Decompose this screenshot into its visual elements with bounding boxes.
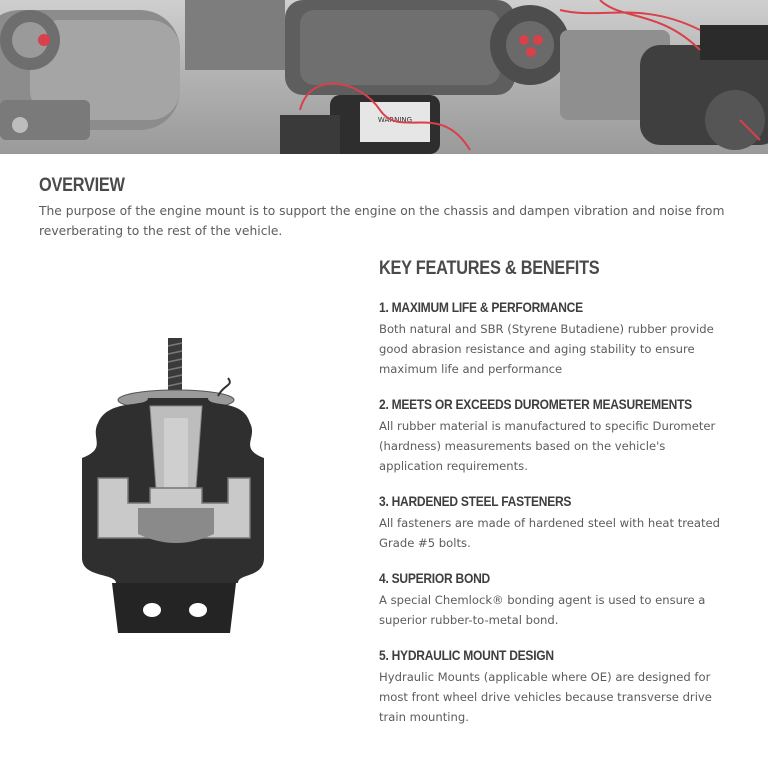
- feature-title: 1. MAXIMUM LIFE & PERFORMANCE: [379, 299, 583, 315]
- features-section: [379, 255, 724, 744]
- feature-item: [379, 570, 724, 630]
- overview-text: The purpose of the engine mount is to support the engine on the chassis and dampen vibration and noise from reverberating to the rest of the vehicle.: [39, 204, 725, 238]
- feature-item: [379, 299, 724, 379]
- feature-description: All fasteners are made of hardened steel with heat treated Grade #5 bolts.: [379, 516, 721, 550]
- feature-item: [379, 396, 724, 476]
- engine-mount-cutaway: [68, 328, 278, 648]
- feature-title: 5. HYDRAULIC MOUNT DESIGN: [379, 647, 554, 663]
- feature-item: [379, 493, 724, 553]
- features-heading: KEY FEATURES & BENEFITS: [379, 258, 600, 279]
- feature-title: 2. MEETS OR EXCEEDS DUROMETER MEASUREMENTS: [379, 396, 692, 412]
- feature-title: 4. SUPERIOR BOND: [379, 570, 490, 586]
- warning-label: WARNING: [377, 116, 413, 124]
- feature-description: Both natural and SBR (Styrene Butadiene) rubber provide good abrasion resistance and aging stability to ensure maximum life and performance: [379, 322, 714, 376]
- feature-description: A special Chemlock® bonding agent is used to ensure a superior rubber-to-metal bond.: [379, 593, 706, 627]
- feature-description: All rubber material is manufactured to specific Durometer (hardness) measurements based on the vehicle's application requirements.: [379, 419, 716, 473]
- overview-heading: OVERVIEW: [39, 175, 125, 196]
- feature-item: [379, 647, 724, 727]
- feature-title: 3. HARDENED STEEL FASTENERS: [379, 493, 572, 509]
- hero-banner-image: [0, 0, 768, 154]
- feature-description: Hydraulic Mounts (applicable where OE) are designed for most front wheel drive vehicles because transverse drive train mounting.: [379, 670, 712, 724]
- engine-mount-image: [68, 328, 278, 648]
- compressor-photo: [0, 0, 768, 154]
